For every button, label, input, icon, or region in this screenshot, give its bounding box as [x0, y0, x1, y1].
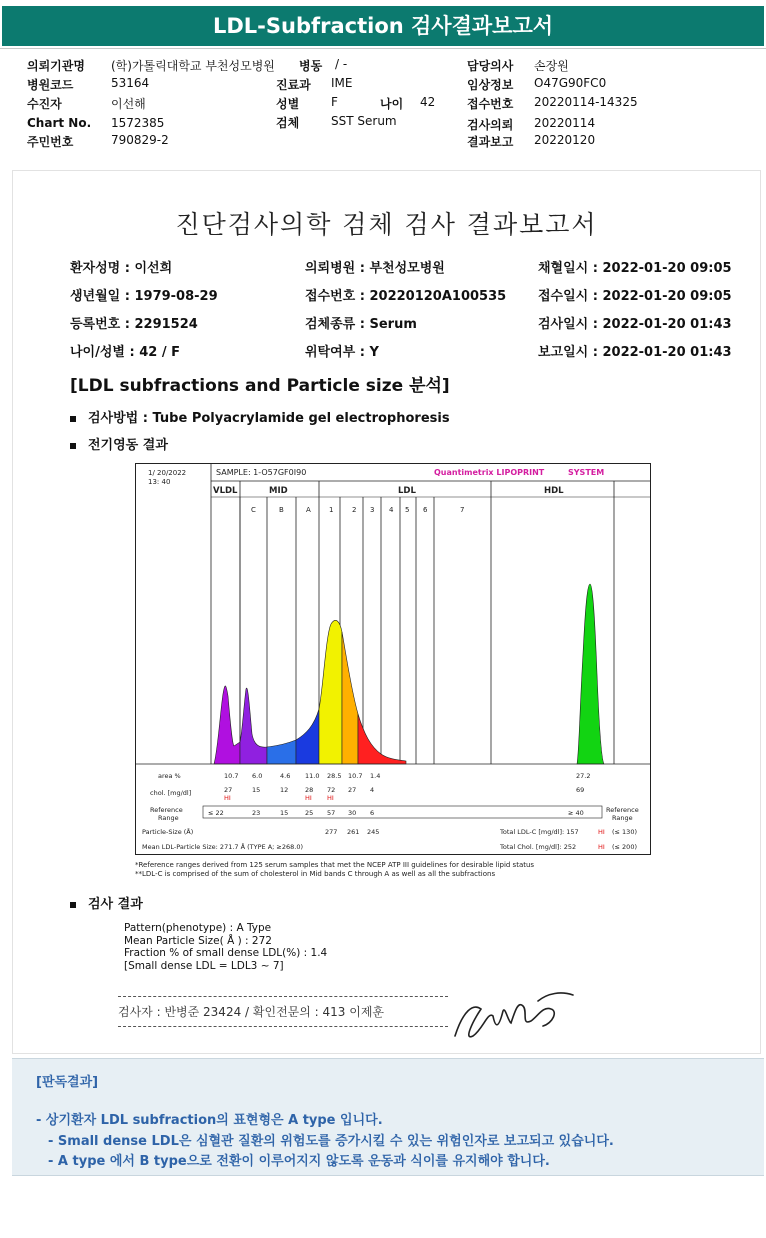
- doctor-label: 담당의사: [467, 59, 514, 73]
- result-text: 검사 결과: [88, 897, 143, 912]
- hi-flag-4: HI: [327, 794, 334, 802]
- band-a: A: [306, 506, 311, 514]
- signature-block: [118, 996, 448, 1027]
- total-ldl-hi: HI: [598, 828, 605, 836]
- receipt-number: 접수번호 : 20220120A100535: [305, 289, 507, 304]
- electrophoresis-item: [70, 434, 168, 453]
- area-value-2: 4.6: [280, 772, 291, 780]
- ref-right-2: Range: [612, 814, 633, 822]
- note-2: **LDL-C is comprised of the sum of cholesterol in Mid bands C through A as well as all the subfractions: [135, 870, 496, 878]
- ref-value-5: 30: [348, 809, 357, 817]
- collect-time: 채혈일시 : 2022-01-20 09:05: [538, 261, 732, 276]
- patient-label: 수진자: [27, 97, 62, 111]
- chart-brand: Quantimetrix LIPOPRINT: [434, 468, 545, 477]
- chol-value-1: 15: [252, 786, 261, 794]
- mean-size-text: Mean Particle Size( Å ) : 272: [124, 934, 272, 947]
- signature-text: 검사자 : 반병준 23424 / 확인전문의 : 413 이제훈: [118, 1005, 385, 1019]
- birth-date: 생년월일 : 1979-08-29: [70, 289, 218, 304]
- chol-value-0: 27: [224, 786, 233, 794]
- sex-label: 성별: [276, 97, 300, 111]
- curve-hdl: [577, 584, 604, 764]
- ref-value-1: 23: [252, 809, 261, 817]
- chart-notes: [135, 861, 534, 879]
- region-vldl: VLDL: [213, 486, 238, 496]
- lab-report-image: [12, 170, 761, 1054]
- density-curves: [214, 584, 604, 764]
- ref-label-1: Reference: [150, 806, 183, 814]
- age-label: 나이: [380, 97, 404, 111]
- area-label: area %: [158, 772, 181, 780]
- area-value-5: 10.7: [348, 772, 363, 780]
- band-3: 3: [370, 506, 375, 514]
- interpretation-heading: [판독결과]: [36, 1075, 99, 1090]
- hospital-code-value: 53164: [111, 76, 150, 90]
- clinical-value: O47G90FC0: [534, 76, 607, 90]
- ward-label: 병동: [299, 59, 323, 73]
- size-ldl2: 261: [347, 828, 360, 836]
- ref-value-3: 25: [305, 809, 314, 817]
- registration-number: 등록번호 : 2291524: [70, 317, 198, 332]
- specimen-type: 검체종류 : Serum: [305, 317, 417, 332]
- pattern-text: Pattern(phenotype) : A Type: [124, 922, 272, 934]
- ref-value-9: ≥ 40: [568, 809, 584, 817]
- chart-sample: SAMPLE: 1-O57GF0I90: [216, 468, 307, 477]
- fraction-text: Fraction % of small dense LDL(%) : 1.4: [124, 947, 328, 959]
- area-value-0: 10.7: [224, 772, 239, 780]
- curve-mid-a: [296, 709, 319, 764]
- mean-ldl-size: Mean LDL-Particle Size: 271.7 Å (TYPE A; ≥268.0): [142, 843, 303, 851]
- chart-no-value: 1572385: [111, 116, 165, 130]
- chart-brand-system: SYSTEM: [568, 468, 605, 477]
- dept-label: 진료과: [276, 78, 311, 92]
- report-date-value: 20220120: [534, 133, 596, 147]
- age-sex: 나이/성별 : 42 / F: [70, 345, 181, 360]
- band-6: 6: [423, 506, 428, 514]
- ref-value-6: 6: [370, 809, 375, 817]
- area-value-4: 28.5: [327, 772, 342, 780]
- region-ldl: LDL: [398, 486, 416, 496]
- sdldl-text: [Small dense LDL = LDL3 ~ 7]: [124, 959, 284, 972]
- result-details: [124, 922, 327, 972]
- resident-label: 주민번호: [27, 135, 74, 149]
- method-item: [70, 407, 450, 426]
- band-5: 5: [405, 506, 410, 514]
- band-b: B: [279, 506, 284, 514]
- area-value-1: 6.0: [252, 772, 263, 780]
- total-ldl-c: Total LDL-C [mg/dl]: 157: [500, 828, 579, 836]
- section-title: [LDL subfractions and Particle size 분석]: [70, 376, 450, 396]
- area-value-6: 1.4: [370, 772, 381, 780]
- curve-vldl: [214, 686, 240, 764]
- report-title: 진단검사의학 검체 검사 결과보고서: [175, 210, 598, 239]
- band-7: 7: [460, 506, 465, 514]
- interpretation-line-2: - Small dense LDL은 심혈관 질환의 위험도를 증가시킬 수 있는 위험인자로 보고되고 있습니다.: [48, 1134, 614, 1149]
- hi-flag-0: HI: [224, 794, 231, 802]
- ref-label-2: Range: [158, 814, 179, 822]
- result-item: [70, 893, 143, 912]
- outsource-flag: 위탁여부 : Y: [305, 345, 379, 360]
- received-time: 접수일시 : 2022-01-20 09:05: [538, 289, 732, 304]
- title-bar: [0, 0, 766, 49]
- curve-ldl1: [319, 620, 342, 764]
- page-title: LDL-Subfraction 검사결과보고서: [2, 6, 764, 46]
- total-chol-ref: (≤ 200): [612, 843, 637, 851]
- specimen-label: 검체: [276, 116, 300, 130]
- chart-no-label: Chart No.: [27, 116, 92, 130]
- region-mid: MID: [269, 486, 288, 496]
- specimen-value: SST Serum: [331, 114, 397, 128]
- band-c: C: [251, 506, 256, 514]
- ref-right-1: Reference: [606, 806, 639, 814]
- request-value: 20220114: [534, 116, 596, 130]
- area-value-3: 11.0: [305, 772, 320, 780]
- electrophoresis-text: 전기영동 결과: [88, 438, 168, 453]
- dept-value: IME: [331, 76, 353, 90]
- band-4: 4: [389, 506, 394, 514]
- method-text: 검사방법 : Tube Polyacrylamide gel electrophoresis: [88, 411, 450, 426]
- institution-label: 의뢰기관명: [27, 59, 85, 73]
- chart-time: 13: 40: [148, 478, 171, 486]
- hospital-code-label: 병원코드: [27, 78, 74, 92]
- chol-label: chol. [mg/dl]: [150, 789, 192, 797]
- ref-value-2: 15: [280, 809, 289, 817]
- signature-mark: [443, 981, 583, 1051]
- chol-value-4: 72: [327, 786, 336, 794]
- test-time: 검사일시 : 2022-01-20 01:43: [538, 317, 732, 332]
- curve-mid-c: [240, 688, 267, 764]
- sex-value: F: [331, 95, 338, 109]
- ref-value-0: ≤ 22: [208, 809, 224, 817]
- band-1: 1: [329, 506, 334, 514]
- curve-ldl2: [342, 632, 358, 764]
- report-time: 보고일시 : 2022-01-20 01:43: [538, 345, 732, 360]
- lipoprint-chart: [136, 464, 650, 854]
- referring-hospital: 의뢰병원 : 부천성모병원: [305, 261, 445, 276]
- request-label: 검사의뢰: [467, 118, 514, 132]
- interpretation-line-1: - 상기환자 LDL subfraction의 표현형은 A type 입니다.: [36, 1113, 383, 1128]
- ref-value-4: 57: [327, 809, 336, 817]
- size-ldl1: 277: [325, 828, 338, 836]
- band-2: 2: [352, 506, 357, 514]
- chart-date: 1/ 20/2022: [148, 469, 187, 477]
- chol-value-3: 28: [305, 786, 314, 794]
- resident-value: 790829-2: [111, 133, 169, 147]
- receipt-value: 20220114-14325: [534, 95, 638, 109]
- region-hdl: HDL: [544, 486, 564, 496]
- hi-flag-3: HI: [305, 794, 312, 802]
- note-1: *Reference ranges derived from 125 serum samples that met the NCEP ATP III guidelines for desirable lipid status: [135, 861, 535, 869]
- total-chol-hi: HI: [598, 843, 605, 851]
- patient-value: 이선해: [111, 97, 146, 111]
- total-chol: Total Chol. [mg/dl]: 252: [500, 843, 577, 851]
- interpretation-panel: [12, 1058, 764, 1176]
- particle-size-label: Particle-Size (Å): [142, 828, 194, 836]
- interpretation-line-3: - A type 에서 B type으로 전환이 이루어지지 않도록 운동과 식이를 유지해야 합니다.: [48, 1154, 550, 1169]
- report-date-label: 결과보고: [467, 135, 514, 149]
- receipt-label: 접수번호: [467, 97, 514, 111]
- curve-mid-b: [267, 740, 296, 764]
- chol-value-9: 69: [576, 786, 585, 794]
- chol-value-2: 12: [280, 786, 289, 794]
- doctor-value: 손장원: [534, 59, 569, 73]
- clinical-label: 임상정보: [467, 78, 514, 92]
- electrophoresis-chart: [135, 463, 651, 855]
- patient-name: 환자성명 : 이선희: [70, 261, 173, 276]
- chol-value-6: 4: [370, 786, 375, 794]
- chol-value-5: 27: [348, 786, 357, 794]
- ward-value: / -: [335, 57, 348, 71]
- area-value-9: 27.2: [576, 772, 591, 780]
- curve-ldl3: [358, 714, 406, 764]
- institution-value: (학)가톨릭대학교 부천성모병원: [111, 59, 275, 73]
- size-ldl3: 245: [367, 828, 380, 836]
- total-ldl-ref: (≤ 130): [612, 828, 637, 836]
- age-value: 42: [420, 95, 436, 109]
- divider: [118, 1026, 448, 1027]
